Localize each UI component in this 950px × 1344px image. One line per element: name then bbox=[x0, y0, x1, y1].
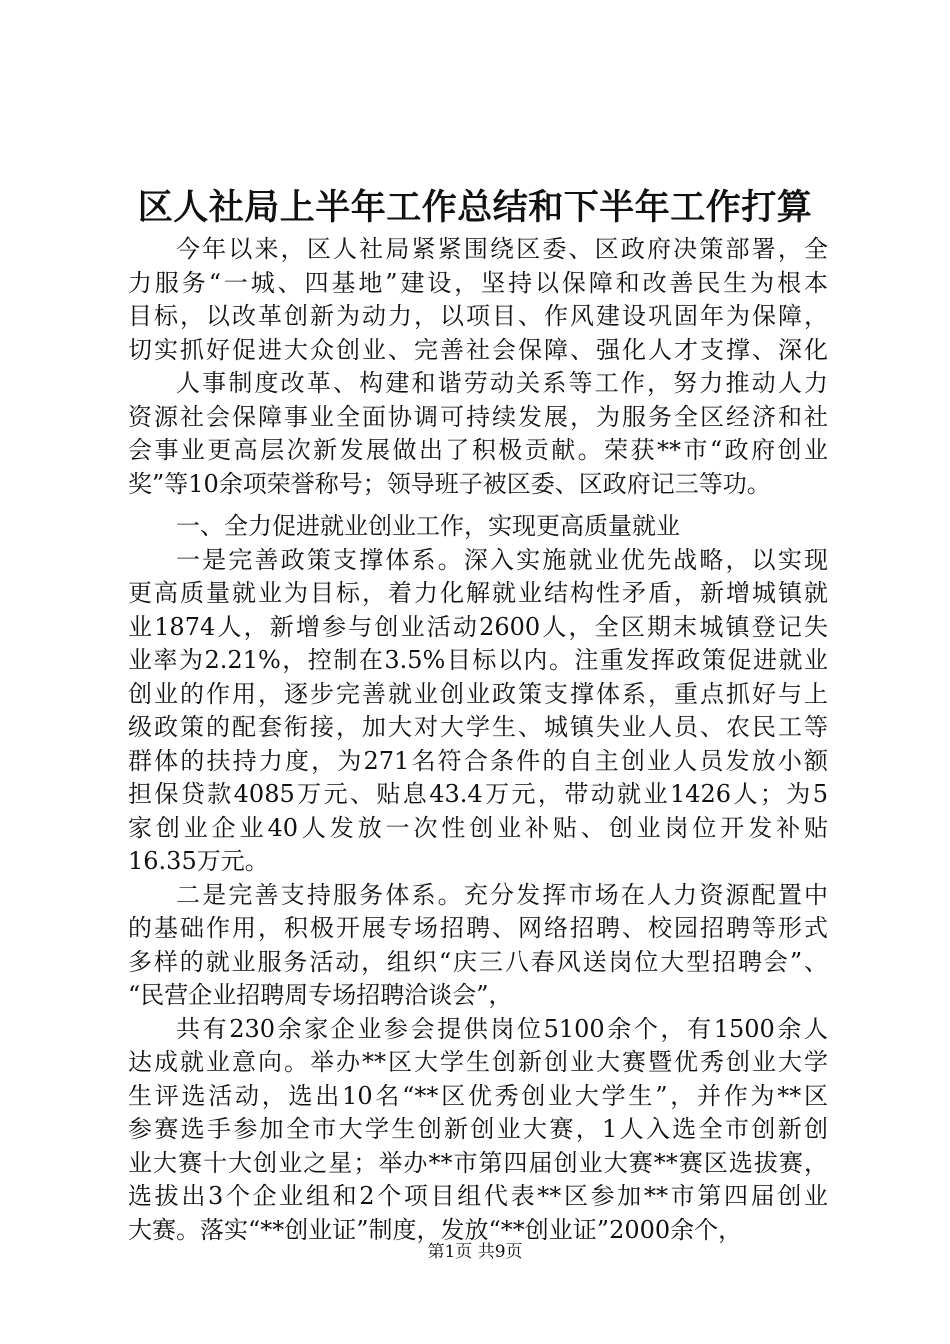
text-line: 二是完善支持服务体系。充分发挥市场在人力资源配置中 bbox=[176, 880, 828, 909]
text-line: 参赛选手参加全市大学生创新创业大赛，1人入选全市创新创 bbox=[128, 1115, 828, 1143]
text-line: 大赛。落实“**创业证”制度，发放“**创业证”2000余个， bbox=[128, 1215, 743, 1244]
text-line: 选拔出3个企业组和2个项目组代表**区参加**市第四届创业 bbox=[128, 1182, 828, 1210]
text-line: 担保贷款4085万元、贴息43.4万元，带动就业1426人；为5 bbox=[128, 780, 828, 808]
text-line: 今年以来，区人社局紧紧围绕区委、区政府决策部署，全 bbox=[176, 235, 828, 263]
text-line: 家创业企业40人发放一次性创业补贴、创业岗位开发补贴 bbox=[128, 813, 828, 842]
text-line: 共有230余家企业参会提供岗位5100余个，有1500余人 bbox=[176, 1014, 828, 1043]
text-line: 群体的扶持力度，为271名符合条件的自主创业人员发放小额 bbox=[128, 746, 828, 775]
text-line: 切实抓好促进大众创业、完善社会保障、强化人才支撑、深化 bbox=[128, 335, 828, 364]
text-line: 目标，以改革创新为动力，以项目、作风建设巩固年为保障， bbox=[128, 302, 828, 330]
text-line: 业大赛十大创业之星；举办**市第四届创业大赛**赛区选拔赛， bbox=[128, 1148, 828, 1177]
document-title: 区人社局上半年工作总结和下半年工作打算 bbox=[137, 187, 813, 228]
text-line: 奖”等10余项荣誉称号；领导班子被区委、区政府记三等功。 bbox=[128, 469, 771, 498]
text-line: “民营企业招聘周专场招聘洽谈会”， bbox=[128, 981, 513, 1009]
text-line: 创业的作用，逐步完善就业创业政策支撑体系，重点抓好与上 bbox=[128, 679, 828, 708]
text-line: 人事制度改革、构建和谐劳动关系等工作，努力推动人力 bbox=[176, 369, 828, 397]
text-line: 资源社会保障事业全面协调可持续发展，为服务全区经济和社 bbox=[128, 402, 828, 431]
text-line: 更高质量就业为目标，着力化解就业结构性矛盾，新增城镇就 bbox=[128, 579, 828, 607]
text-line: 业1874人，新增参与创业活动2600人，全区期末城镇登记失 bbox=[128, 612, 828, 641]
text-line: 的基础作用，积极开展专场招聘、网络招聘、校园招聘等形式 bbox=[128, 914, 828, 942]
text-line: 生评选活动，选出10名“**区优秀创业大学生”，并作为**区 bbox=[128, 1081, 828, 1110]
text-line: 力服务“一城、四基地”建设，坚持以保障和改善民生为根本 bbox=[128, 268, 828, 297]
intro-paragraph bbox=[128, 233, 828, 501]
text-line: 会事业更高层次新发展做出了积极贡献。荣获**市“政府创业 bbox=[128, 436, 828, 464]
text-line: 多样的就业服务活动，组织“庆三八春风送岗位大型招聘会”、 bbox=[128, 947, 828, 976]
section-1 bbox=[128, 510, 828, 1247]
text-line: 达成就业意向。举办**区大学生创新创业大赛暨优秀创业大学 bbox=[128, 1048, 828, 1076]
text-line: 级政策的配套衔接，加大对大学生、城镇失业人员、农民工等 bbox=[128, 713, 828, 741]
page-number: 第1页 共9页 bbox=[427, 1242, 523, 1262]
text-line: 业率为2.21%，控制在3.5%目标以内。注重发挥政策促进就业 bbox=[128, 646, 828, 674]
text-line: 16.35万元。 bbox=[128, 847, 269, 875]
section-heading: 一、全力促进就业创业工作，实现更高质量就业 bbox=[176, 512, 680, 540]
text-line: 一是完善政策支撑体系。深入实施就业优先战略，以实现 bbox=[176, 545, 828, 574]
